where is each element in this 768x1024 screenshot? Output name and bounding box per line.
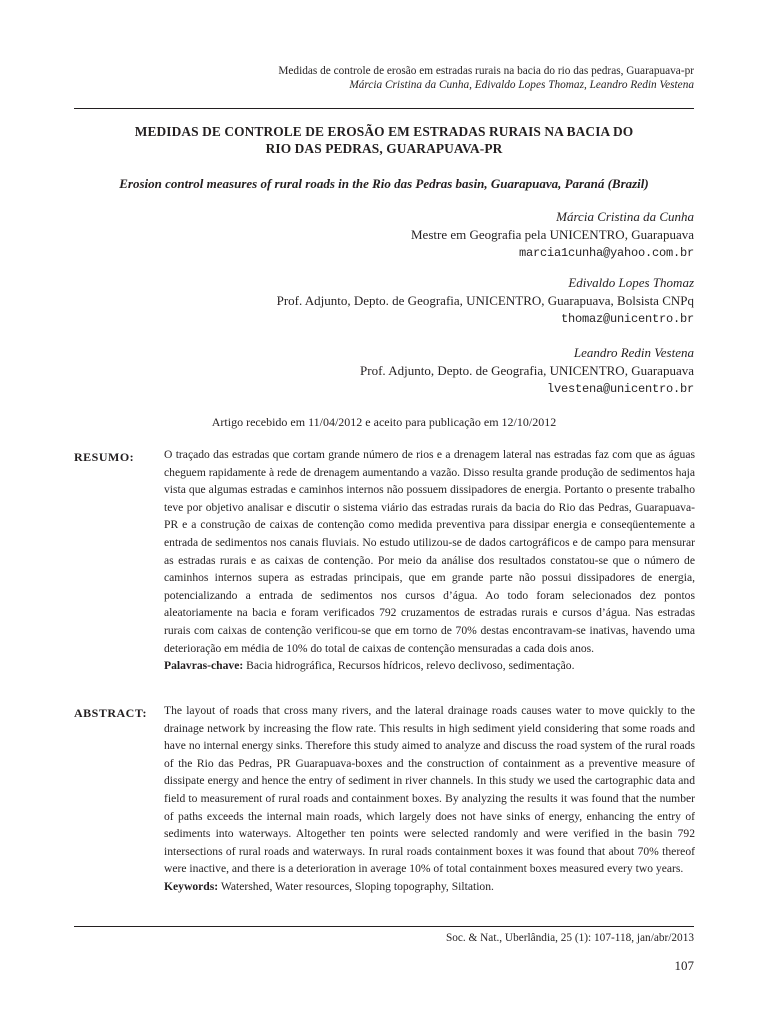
article-title-english: Erosion control measures of rural roads in the Rio das Pedras basin, Guarapuava, Paraná (Brazil) — [119, 176, 649, 191]
title-line-2: RIO DAS PEDRAS, GUARAPUAVA-PR — [265, 141, 503, 156]
running-head-authors: Márcia Cristina da Cunha, Edivaldo Lopes Thomaz, Leandro Redin Vestena — [349, 79, 694, 91]
keywords-label: Palavras-chave: — [164, 659, 244, 673]
journal-citation: Soc. & Nat., Uberlândia, 25 (1): 107-118, jan/abr/2013 — [445, 932, 694, 944]
abstract-section — [164, 702, 695, 896]
title-line-1: MEDIDAS DE CONTROLE DE EROSÃO EM ESTRADAS RURAIS NA BACIA DO — [134, 124, 634, 139]
keywords-list: Watershed, Water resources, Sloping topography, Siltation. — [220, 879, 494, 893]
abstract-text: The layout of roads that cross many rivers, and the lateral drainage roads causes water to move quickly to the drainage network by increasing the flow rate. This results in high sediment yield considering that some roads and have no internal energy sinks. Therefore this study aimed to analyze and discuss the road system of the rural roads of the Rio das Pedras, PR Guarapuava-boxes and the construction of containment as a preventive measure of dissipate energy and hence the entry of sediment in river channels. In this study we used the cartographic data and field to measurement of rural roads and containment boxes. By analyzing the results it was found that the number of paths exceeds the internal main roads, which largely does not have sinks of energy, enhancing the entry of sediments into waterways. Altogether ten points were selected randomly and were verified in the basin 792 intersections of rural roads and waterways. In rural roads containment boxes it was found that about 70% thereof were inactive, and there is a deterioration in average 10% of total containment boxes measured every two years. — [164, 704, 695, 876]
footer-divider — [74, 926, 694, 927]
resumo-label: RESUMO: — [74, 450, 135, 464]
author-affiliation: Prof. Adjunto, Depto. de Geografia, UNICENTRO, Guarapuava — [360, 363, 694, 378]
running-head — [278, 64, 694, 92]
author-name: Edivaldo Lopes Thomaz — [568, 275, 694, 290]
author-affiliation: Prof. Adjunto, Depto. de Geografia, UNICENTRO, Guarapuava, Bolsista CNPq — [276, 293, 694, 308]
keywords-label: Keywords: — [164, 879, 219, 893]
resumo-section — [164, 446, 695, 675]
page-number: 107 — [674, 958, 694, 973]
running-head-title: Medidas de controle de erosão em estradas rurais na bacia do rio das pedras, Guarapuava-pr — [278, 65, 694, 77]
resumo-text: O traçado das estradas que cortam grande número de rios e a drenagem lateral nas estradas faz com que as águas cheguem rapidamente à rede de drenagem aumentando a vazão. Disso resulta grande produção de sedimentos haja vista que algumas estradas e caminhos internos não possuem dissipadores de energia. Portanto o presente trabalho teve por objetivo analisar e discutir o sistema viário das estradas rurais da bacia do Rio das Pedras, Guarapuava-PR e a construção de caixas de contenção como medida preventiva para dissipar energia e conseqüentemente a entrada de sedimentos nos canais fluviais. No estudo utilizou-se de dados cartográficos e de campo para mensurar as estradas rurais e as caixas de contenção. Por meio da análise dos resultados constatou-se que o número de caminhos internos supera as estradas principais, que em grande parte não possui dissipadores de energia, potencializando a entrada de sedimentos nos cursos d’água. Ao todo foram selecionados dez pontos aleatoriamente na bacia e foram verificados 792 cruzamentos de estradas rurais e cursos d’água. Nas estradas rurais com caixas de contenção verificou-se que em torno de 70% destas encontravam-se inativas, havendo uma deterioração em média de 10% do total de caixas de contenção mensuradas a cada dois anos. — [164, 448, 695, 655]
author-block — [411, 208, 694, 262]
article-title-portuguese — [74, 123, 694, 157]
author-email[interactable]: marcia1cunha@yahoo.com.br — [518, 246, 694, 260]
author-block — [277, 274, 694, 328]
resumo-keywords — [164, 657, 695, 675]
author-block — [360, 344, 694, 398]
author-affiliation: Mestre em Geografia pela UNICENTRO, Guarapuava — [410, 227, 694, 242]
received-date-note: Artigo recebido em 11/04/2012 e aceito para publicação em 12/10/2012 — [211, 415, 557, 429]
author-name: Leandro Redin Vestena — [573, 345, 694, 360]
keywords-list: Bacia hidrográfica, Recursos hídricos, relevo declivoso, sedimentação. — [246, 659, 575, 673]
author-email[interactable]: thomaz@unicentro.br — [560, 312, 694, 326]
abstract-label: ABSTRACT: — [74, 706, 147, 720]
abstract-keywords — [164, 878, 695, 896]
author-name: Márcia Cristina da Cunha — [556, 209, 694, 224]
header-divider — [74, 108, 694, 109]
author-email[interactable]: lvestena@unicentro.br — [546, 382, 694, 396]
